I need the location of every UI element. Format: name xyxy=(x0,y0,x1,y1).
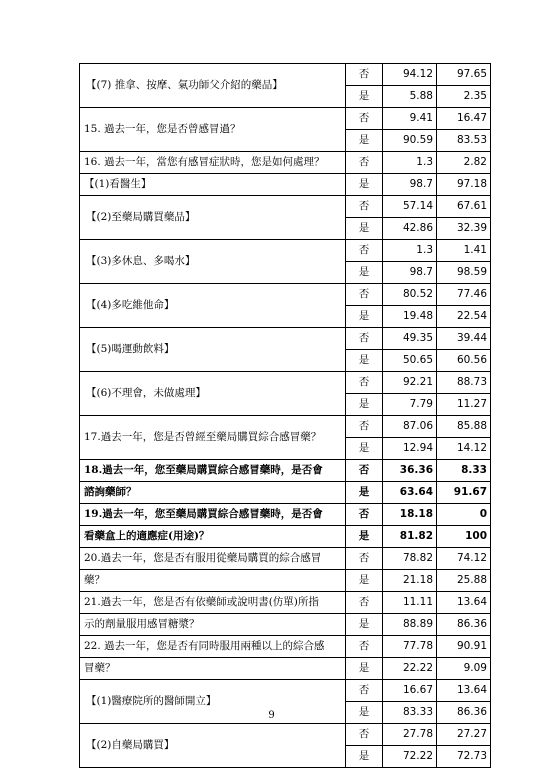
value-cell: 1.3 xyxy=(383,152,437,174)
value-cell: 94.12 xyxy=(383,64,437,86)
value-cell: 9.41 xyxy=(383,108,437,130)
value-cell: 42.86 xyxy=(383,218,437,240)
value-cell: 11.11 xyxy=(383,592,437,614)
question-cell xyxy=(80,504,346,548)
question-text: 【(5)喝運動飲料】 xyxy=(86,343,175,355)
question-text: 18.過去一年，您至藥局購買綜合感冒藥時，是否會 xyxy=(80,460,345,482)
question-cell xyxy=(80,108,346,152)
table-row xyxy=(80,592,491,614)
answer-label: 否 xyxy=(346,108,383,130)
answer-label: 是 xyxy=(346,86,383,108)
answer-label: 否 xyxy=(346,504,383,526)
question-text: 【(2)自藥局購買】 xyxy=(86,739,175,751)
question-cell xyxy=(80,64,346,108)
question-cell xyxy=(80,284,346,328)
question-cell xyxy=(80,372,346,416)
question-text: 【(2)至藥局購買藥品】 xyxy=(86,211,196,223)
value-cell: 27.78 xyxy=(383,724,437,746)
value-cell: 100 xyxy=(437,526,491,548)
value-cell: 86.36 xyxy=(437,702,491,724)
answer-label: 否 xyxy=(346,328,383,350)
question-cell xyxy=(80,328,346,372)
value-cell: 81.82 xyxy=(383,526,437,548)
value-cell: 98.59 xyxy=(437,262,491,284)
value-cell: 97.65 xyxy=(437,64,491,86)
answer-label: 是 xyxy=(346,174,383,196)
value-cell: 11.27 xyxy=(437,394,491,416)
question-cell xyxy=(80,636,346,680)
value-cell: 16.47 xyxy=(437,108,491,130)
question-text: 16. 過去一年，當您有感冒症狀時，您是如何處理？ xyxy=(80,152,345,174)
question-text: 17.過去一年，您是否曾經至藥局購買綜合感冒藥？ xyxy=(84,431,322,443)
question-text: 【(1)醫療院所的醫師開立】 xyxy=(86,695,217,707)
value-cell: 7.79 xyxy=(383,394,437,416)
table-row xyxy=(80,504,491,526)
value-cell: 88.89 xyxy=(383,614,437,636)
question-text-line2: 示的劑量服用感冒糖漿？ xyxy=(84,618,200,630)
question-text: 【(4)多吃維他命】 xyxy=(86,299,175,311)
question-cell xyxy=(80,548,346,592)
value-cell: 16.67 xyxy=(383,680,437,702)
question-text-line2: 諮詢藥師？ xyxy=(84,486,137,498)
value-cell: 98.7 xyxy=(383,174,437,196)
question-text: 15. 過去一年，您是否曾感冒過？ xyxy=(84,123,241,135)
value-cell: 63.64 xyxy=(383,482,437,504)
value-cell: 22.22 xyxy=(383,658,437,680)
answer-label: 否 xyxy=(346,416,383,438)
question-text: 22. 過去一年，您是否有同時服用兩種以上的綜合感 xyxy=(80,636,345,658)
answer-label: 否 xyxy=(346,636,383,658)
value-cell: 18.18 xyxy=(383,504,437,526)
answer-label: 是 xyxy=(346,702,383,724)
answer-label: 否 xyxy=(346,724,383,746)
value-cell: 36.36 xyxy=(383,460,437,482)
answer-label: 否 xyxy=(346,372,383,394)
value-cell: 13.64 xyxy=(437,592,491,614)
value-cell: 12.94 xyxy=(383,438,437,460)
value-cell: 32.39 xyxy=(437,218,491,240)
value-cell: 97.18 xyxy=(437,174,491,196)
value-cell: 72.22 xyxy=(383,746,437,768)
value-cell: 2.35 xyxy=(437,86,491,108)
answer-label: 否 xyxy=(346,680,383,702)
table-row xyxy=(80,460,491,482)
answer-label: 是 xyxy=(346,658,383,680)
value-cell: 86.36 xyxy=(437,614,491,636)
value-cell: 39.44 xyxy=(437,328,491,350)
answer-label: 否 xyxy=(346,460,383,482)
value-cell: 92.21 xyxy=(383,372,437,394)
table-row xyxy=(80,372,491,394)
value-cell: 0 xyxy=(437,504,491,526)
value-cell: 67.61 xyxy=(437,196,491,218)
question-text: 20.過去一年，您是否有服用從藥局購買的綜合感冒 xyxy=(80,548,345,570)
table-row xyxy=(80,724,491,746)
answer-label: 是 xyxy=(346,570,383,592)
answer-label: 是 xyxy=(346,746,383,768)
answer-label: 是 xyxy=(346,614,383,636)
value-cell: 78.82 xyxy=(383,548,437,570)
answer-label: 是 xyxy=(346,350,383,372)
table-row xyxy=(80,108,491,130)
page-number: 9 xyxy=(268,710,275,721)
answer-label: 是 xyxy=(346,526,383,548)
question-text-line2: 藥？ xyxy=(84,574,105,586)
answer-label: 是 xyxy=(346,262,383,284)
answer-label: 否 xyxy=(346,196,383,218)
value-cell: 5.88 xyxy=(383,86,437,108)
value-cell: 72.73 xyxy=(437,746,491,768)
value-cell: 9.09 xyxy=(437,658,491,680)
question-text: 19.過去一年，您至藥局購買綜合感冒藥時，是否會 xyxy=(80,504,345,526)
question-cell xyxy=(80,416,346,460)
value-cell: 90.59 xyxy=(383,130,437,152)
value-cell: 90.91 xyxy=(437,636,491,658)
table-row xyxy=(80,64,491,86)
value-cell: 88.73 xyxy=(437,372,491,394)
table-row xyxy=(80,636,491,658)
table-row xyxy=(80,152,491,174)
value-cell: 2.82 xyxy=(437,152,491,174)
answer-label: 否 xyxy=(346,592,383,614)
answer-label: 是 xyxy=(346,482,383,504)
value-cell: 77.78 xyxy=(383,636,437,658)
value-cell: 91.67 xyxy=(437,482,491,504)
question-cell xyxy=(80,196,346,240)
answer-label: 否 xyxy=(346,284,383,306)
survey-table-body xyxy=(80,64,491,768)
value-cell: 27.27 xyxy=(437,724,491,746)
value-cell: 77.46 xyxy=(437,284,491,306)
question-cell xyxy=(80,240,346,284)
answer-label: 否 xyxy=(346,152,383,174)
value-cell: 60.56 xyxy=(437,350,491,372)
table-row xyxy=(80,680,491,702)
value-cell: 14.12 xyxy=(437,438,491,460)
table-row xyxy=(80,328,491,350)
value-cell: 85.88 xyxy=(437,416,491,438)
answer-label: 是 xyxy=(346,438,383,460)
value-cell: 98.7 xyxy=(383,262,437,284)
value-cell: 1.3 xyxy=(383,240,437,262)
answer-label: 是 xyxy=(346,130,383,152)
question-cell xyxy=(80,592,346,636)
question-text-line2: 看藥盒上的適應症(用途)？ xyxy=(84,530,210,542)
table-row xyxy=(80,284,491,306)
value-cell: 49.35 xyxy=(383,328,437,350)
value-cell: 74.12 xyxy=(437,548,491,570)
question-text: 21.過去一年，您是否有依藥師或說明書(仿單)所指 xyxy=(80,592,345,614)
question-cell xyxy=(80,460,346,504)
value-cell: 1.41 xyxy=(437,240,491,262)
value-cell: 83.33 xyxy=(383,702,437,724)
question-cell xyxy=(80,724,346,768)
value-cell: 80.52 xyxy=(383,284,437,306)
question-text-line2: 【(1)看醫生】 xyxy=(84,178,152,190)
question-cell xyxy=(80,152,346,196)
question-text: 【(6)不理會，未做處理】 xyxy=(86,387,206,399)
answer-label: 否 xyxy=(346,64,383,86)
answer-label: 否 xyxy=(346,548,383,570)
answer-label: 是 xyxy=(346,394,383,416)
value-cell: 19.48 xyxy=(383,306,437,328)
value-cell: 13.64 xyxy=(437,680,491,702)
value-cell: 87.06 xyxy=(383,416,437,438)
question-text: 【(3)多休息、多喝水】 xyxy=(86,255,196,267)
table-row xyxy=(80,548,491,570)
table-row xyxy=(80,416,491,438)
question-text: 【(7) 推拿、按摩、氣功師父介紹的藥品】 xyxy=(86,79,283,91)
value-cell: 83.53 xyxy=(437,130,491,152)
value-cell: 25.88 xyxy=(437,570,491,592)
value-cell: 21.18 xyxy=(383,570,437,592)
answer-label: 是 xyxy=(346,218,383,240)
table-row xyxy=(80,196,491,218)
value-cell: 8.33 xyxy=(437,460,491,482)
answer-label: 否 xyxy=(346,240,383,262)
value-cell: 50.65 xyxy=(383,350,437,372)
answer-label: 是 xyxy=(346,306,383,328)
value-cell: 57.14 xyxy=(383,196,437,218)
question-text-line2: 冒藥？ xyxy=(84,662,116,674)
survey-results-table xyxy=(79,63,491,768)
value-cell: 22.54 xyxy=(437,306,491,328)
table-row xyxy=(80,240,491,262)
